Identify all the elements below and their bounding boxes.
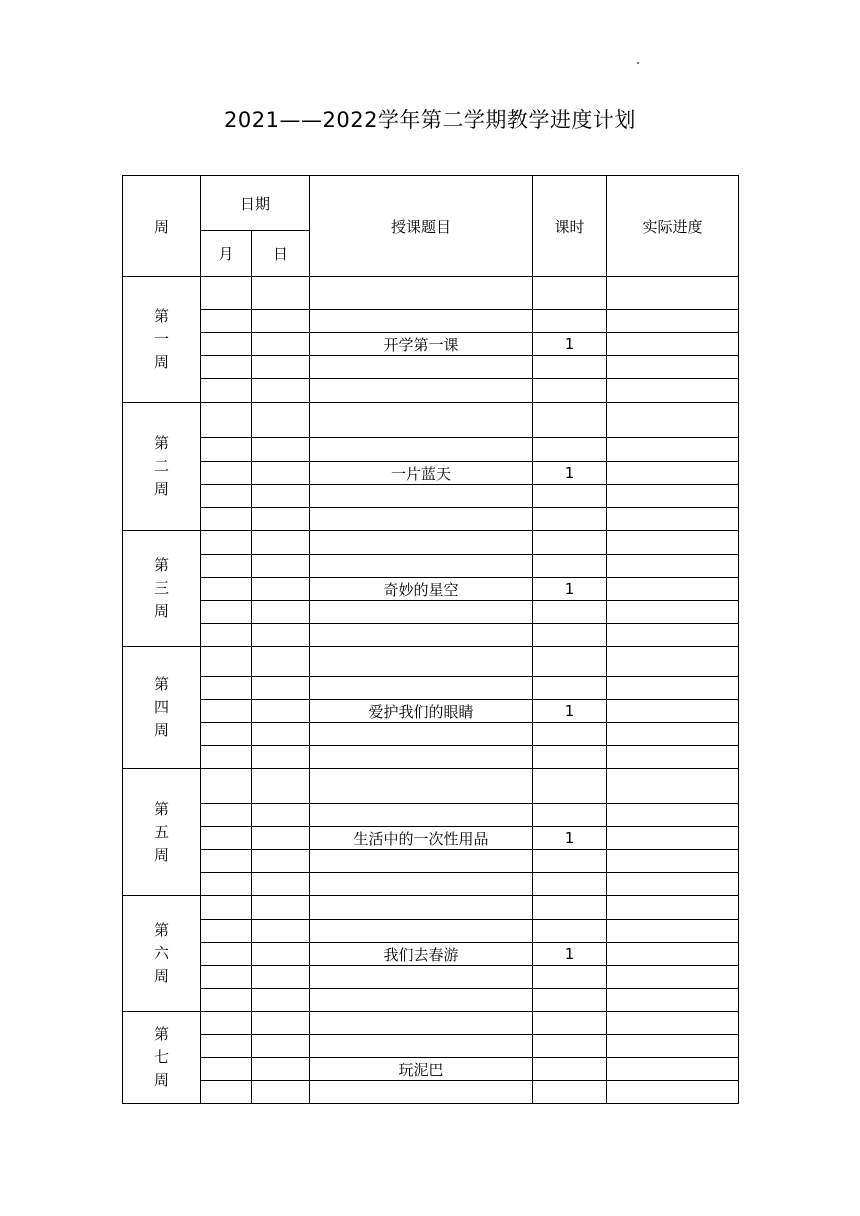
- topic-cell: 玩泥巴: [310, 1058, 533, 1081]
- progress-cell: [607, 403, 739, 438]
- table-row: [123, 746, 739, 769]
- progress-cell: [607, 555, 739, 578]
- empty-hours-cell: [533, 624, 607, 647]
- day-cell: [252, 531, 310, 555]
- empty-topic-cell: [310, 746, 533, 769]
- month-cell: [201, 746, 252, 769]
- day-cell: [252, 989, 310, 1012]
- month-cell: [201, 804, 252, 827]
- topic-cell: 开学第一课: [310, 333, 533, 356]
- month-cell: [201, 485, 252, 508]
- progress-cell: [607, 700, 739, 723]
- empty-topic-cell: [310, 624, 533, 647]
- day-cell: [252, 1058, 310, 1081]
- table-row: [123, 578, 739, 601]
- table-row: [123, 485, 739, 508]
- week-label-char: 六: [153, 944, 169, 962]
- table-row: [123, 277, 739, 310]
- hours-cell: [533, 1058, 607, 1081]
- progress-cell: [607, 531, 739, 555]
- empty-hours-cell: [533, 508, 607, 531]
- empty-topic-cell: [310, 804, 533, 827]
- day-cell: [252, 723, 310, 746]
- header-date: 日期: [201, 176, 310, 231]
- table-row: [123, 1012, 739, 1035]
- week-label: [123, 531, 201, 647]
- table-row: [123, 989, 739, 1012]
- empty-topic-cell: [310, 531, 533, 555]
- week-label: [123, 277, 201, 403]
- progress-cell: [607, 647, 739, 677]
- empty-hours-cell: [533, 723, 607, 746]
- day-cell: [252, 677, 310, 700]
- month-cell: [201, 1012, 252, 1035]
- progress-cell: [607, 601, 739, 624]
- month-cell: [201, 508, 252, 531]
- day-cell: [252, 966, 310, 989]
- table-row: [123, 920, 739, 943]
- month-cell: [201, 438, 252, 462]
- progress-cell: [607, 1035, 739, 1058]
- empty-topic-cell: [310, 769, 533, 804]
- week-label-char: 周: [153, 480, 169, 498]
- progress-cell: [607, 310, 739, 333]
- week-label-char: 第: [153, 921, 169, 939]
- header-topic: 授课题目: [310, 176, 533, 277]
- week-label-char: 五: [153, 822, 169, 841]
- table-row: [123, 555, 739, 578]
- day-cell: [252, 310, 310, 333]
- schedule-table: [122, 175, 739, 1104]
- empty-topic-cell: [310, 601, 533, 624]
- table-row: [123, 966, 739, 989]
- empty-hours-cell: [533, 746, 607, 769]
- progress-cell: [607, 578, 739, 601]
- progress-cell: [607, 920, 739, 943]
- progress-cell: [607, 746, 739, 769]
- topic-cell: 爱护我们的眼睛: [310, 700, 533, 723]
- week-label: [123, 403, 201, 531]
- month-cell: [201, 531, 252, 555]
- day-cell: [252, 746, 310, 769]
- month-cell: [201, 647, 252, 677]
- empty-hours-cell: [533, 531, 607, 555]
- week-label: [123, 769, 201, 896]
- hours-cell: 1: [533, 827, 607, 850]
- table-row: [123, 723, 739, 746]
- page-dot: [637, 62, 639, 64]
- day-cell: [252, 920, 310, 943]
- topic-cell: 生活中的一次性用品: [310, 827, 533, 850]
- topic-cell: 一片蓝天: [310, 462, 533, 485]
- header-month: 月: [201, 231, 252, 277]
- month-cell: [201, 896, 252, 920]
- progress-cell: [607, 485, 739, 508]
- empty-hours-cell: [533, 277, 607, 310]
- page-title: 2021——2022学年第二学期教学进度计划: [224, 108, 636, 132]
- week-label-char: 三: [153, 579, 169, 597]
- week-label-char: 周: [153, 967, 169, 985]
- day-cell: [252, 850, 310, 873]
- day-cell: [252, 873, 310, 896]
- week-label-char: 周: [153, 1071, 169, 1089]
- empty-hours-cell: [533, 1012, 607, 1035]
- empty-topic-cell: [310, 555, 533, 578]
- month-cell: [201, 677, 252, 700]
- day-cell: [252, 462, 310, 485]
- topic-cell: 奇妙的星空: [310, 578, 533, 601]
- month-cell: [201, 769, 252, 804]
- progress-cell: [607, 277, 739, 310]
- week-label: [123, 647, 201, 769]
- month-cell: [201, 850, 252, 873]
- day-cell: [252, 624, 310, 647]
- empty-topic-cell: [310, 920, 533, 943]
- hours-cell: 1: [533, 943, 607, 966]
- week-label-char: 第: [153, 556, 169, 574]
- day-cell: [252, 601, 310, 624]
- empty-hours-cell: [533, 873, 607, 896]
- progress-cell: [607, 943, 739, 966]
- empty-hours-cell: [533, 310, 607, 333]
- empty-topic-cell: [310, 1012, 533, 1035]
- month-cell: [201, 379, 252, 403]
- progress-cell: [607, 989, 739, 1012]
- header-progress: 实际进度: [607, 176, 739, 277]
- empty-hours-cell: [533, 850, 607, 873]
- table-row: [123, 333, 739, 356]
- progress-cell: [607, 804, 739, 827]
- table-row: [123, 647, 739, 677]
- progress-cell: [607, 462, 739, 485]
- day-cell: [252, 333, 310, 356]
- empty-topic-cell: [310, 379, 533, 403]
- day-cell: [252, 379, 310, 403]
- week-label-char: 一: [153, 330, 169, 348]
- progress-cell: [607, 1012, 739, 1035]
- progress-cell: [607, 873, 739, 896]
- day-cell: [252, 769, 310, 804]
- table-row: [123, 769, 739, 804]
- empty-hours-cell: [533, 356, 607, 379]
- table-row: [123, 624, 739, 647]
- day-cell: [252, 1081, 310, 1104]
- progress-cell: [607, 769, 739, 804]
- empty-hours-cell: [533, 403, 607, 438]
- hours-cell: 1: [533, 700, 607, 723]
- empty-hours-cell: [533, 677, 607, 700]
- day-cell: [252, 896, 310, 920]
- table-row: [123, 1035, 739, 1058]
- month-cell: [201, 943, 252, 966]
- empty-topic-cell: [310, 438, 533, 462]
- table-row: [123, 403, 739, 438]
- day-cell: [252, 804, 310, 827]
- day-cell: [252, 277, 310, 310]
- month-cell: [201, 920, 252, 943]
- empty-hours-cell: [533, 1081, 607, 1104]
- progress-cell: [607, 356, 739, 379]
- day-cell: [252, 403, 310, 438]
- topic-cell: 我们去春游: [310, 943, 533, 966]
- empty-hours-cell: [533, 769, 607, 804]
- month-cell: [201, 989, 252, 1012]
- empty-hours-cell: [533, 601, 607, 624]
- empty-topic-cell: [310, 647, 533, 677]
- progress-cell: [607, 1081, 739, 1104]
- empty-topic-cell: [310, 723, 533, 746]
- progress-cell: [607, 723, 739, 746]
- table-row: [123, 379, 739, 403]
- week-label-char: 第: [153, 799, 169, 818]
- empty-hours-cell: [533, 1035, 607, 1058]
- empty-topic-cell: [310, 896, 533, 920]
- table-row: [123, 310, 739, 333]
- month-cell: [201, 462, 252, 485]
- day-cell: [252, 485, 310, 508]
- progress-cell: [607, 850, 739, 873]
- progress-cell: [607, 827, 739, 850]
- table-row: [123, 356, 739, 379]
- day-cell: [252, 1035, 310, 1058]
- table-row: [123, 943, 739, 966]
- day-cell: [252, 647, 310, 677]
- empty-topic-cell: [310, 966, 533, 989]
- progress-cell: [607, 677, 739, 700]
- table-row: [123, 601, 739, 624]
- month-cell: [201, 578, 252, 601]
- week-label-char: 第: [153, 675, 169, 693]
- table-row: [123, 1081, 739, 1104]
- table-row: [123, 850, 739, 873]
- day-cell: [252, 508, 310, 531]
- empty-topic-cell: [310, 508, 533, 531]
- month-cell: [201, 333, 252, 356]
- empty-hours-cell: [533, 804, 607, 827]
- empty-hours-cell: [533, 438, 607, 462]
- empty-hours-cell: [533, 555, 607, 578]
- week-label-char: 第: [153, 1025, 169, 1043]
- table-row: [123, 438, 739, 462]
- progress-cell: [607, 624, 739, 647]
- empty-topic-cell: [310, 850, 533, 873]
- progress-cell: [607, 896, 739, 920]
- month-cell: [201, 873, 252, 896]
- progress-cell: [607, 438, 739, 462]
- month-cell: [201, 1035, 252, 1058]
- progress-cell: [607, 966, 739, 989]
- month-cell: [201, 1058, 252, 1081]
- empty-topic-cell: [310, 873, 533, 896]
- empty-topic-cell: [310, 1035, 533, 1058]
- header-hours: 课时: [533, 176, 607, 277]
- month-cell: [201, 356, 252, 379]
- week-label: [123, 896, 201, 1012]
- empty-hours-cell: [533, 379, 607, 403]
- progress-cell: [607, 379, 739, 403]
- table-row: [123, 804, 739, 827]
- month-cell: [201, 966, 252, 989]
- week-label-char: 周: [153, 353, 169, 371]
- header-week: 周: [123, 176, 201, 277]
- empty-hours-cell: [533, 896, 607, 920]
- empty-hours-cell: [533, 920, 607, 943]
- table-row: [123, 827, 739, 850]
- header-day: 日: [252, 231, 310, 277]
- hours-cell: 1: [533, 462, 607, 485]
- empty-topic-cell: [310, 310, 533, 333]
- day-cell: [252, 943, 310, 966]
- empty-topic-cell: [310, 485, 533, 508]
- month-cell: [201, 601, 252, 624]
- empty-hours-cell: [533, 647, 607, 677]
- month-cell: [201, 723, 252, 746]
- day-cell: [252, 356, 310, 379]
- table-row: [123, 873, 739, 896]
- month-cell: [201, 277, 252, 310]
- month-cell: [201, 403, 252, 438]
- month-cell: [201, 1081, 252, 1104]
- day-cell: [252, 700, 310, 723]
- hours-cell: 1: [533, 333, 607, 356]
- week-label-char: 第: [153, 434, 169, 452]
- table-row: [123, 531, 739, 555]
- week-label-char: 二: [153, 457, 169, 475]
- week-label-char: 周: [153, 721, 169, 739]
- week-label: [123, 1012, 201, 1104]
- week-label-char: 七: [153, 1048, 169, 1066]
- empty-topic-cell: [310, 989, 533, 1012]
- empty-topic-cell: [310, 1081, 533, 1104]
- month-cell: [201, 555, 252, 578]
- day-cell: [252, 827, 310, 850]
- day-cell: [252, 1012, 310, 1035]
- empty-hours-cell: [533, 485, 607, 508]
- empty-topic-cell: [310, 277, 533, 310]
- hours-cell: 1: [533, 578, 607, 601]
- empty-hours-cell: [533, 966, 607, 989]
- month-cell: [201, 700, 252, 723]
- week-label-char: 第: [153, 307, 169, 325]
- empty-topic-cell: [310, 356, 533, 379]
- empty-topic-cell: [310, 403, 533, 438]
- empty-hours-cell: [533, 989, 607, 1012]
- month-cell: [201, 310, 252, 333]
- table-row: [123, 677, 739, 700]
- month-cell: [201, 827, 252, 850]
- day-cell: [252, 438, 310, 462]
- table-row: [123, 462, 739, 485]
- empty-topic-cell: [310, 677, 533, 700]
- table-row: [123, 700, 739, 723]
- table-row: [123, 1058, 739, 1081]
- week-label-char: 周: [153, 602, 169, 620]
- day-cell: [252, 555, 310, 578]
- progress-cell: [607, 508, 739, 531]
- table-row: [123, 508, 739, 531]
- week-label-char: 周: [153, 845, 169, 864]
- progress-cell: [607, 333, 739, 356]
- table-row: [123, 896, 739, 920]
- progress-cell: [607, 1058, 739, 1081]
- month-cell: [201, 624, 252, 647]
- week-label-char: 四: [153, 698, 169, 716]
- day-cell: [252, 578, 310, 601]
